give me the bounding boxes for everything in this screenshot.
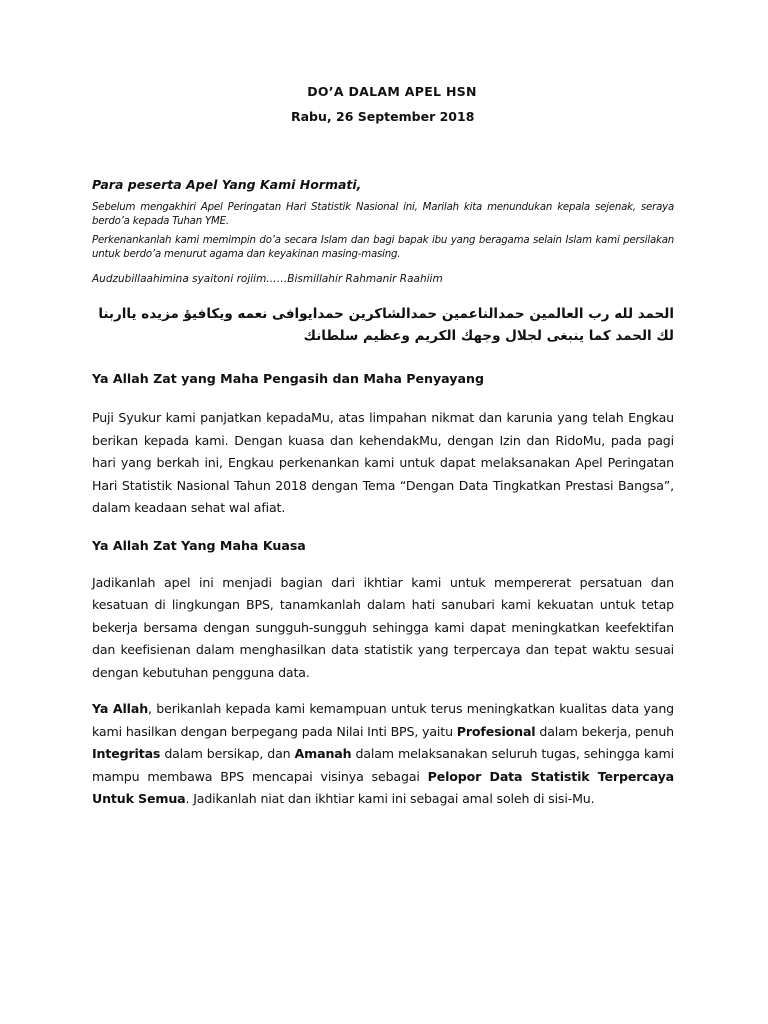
para3-text-3: dalam bersikap, dan bbox=[160, 746, 295, 761]
intro-paragraph-1: Sebelum mengakhiri Apel Peringatan Hari Statistik Nasional ini, Marilah kita menundukan kepala sejenak, seraya berdo’a kepada Tuhan YME. bbox=[92, 202, 674, 227]
body-paragraph-2: Jadikanlah apel ini menjadi bagian dari ikhtiar kami untuk mempererat persatuan dan kesatuan di lingkungan BPS, tanamkanlah dalam hati sanubari kami kekuatan untuk tetap bekerja bersama dengan sungguh-sungguh sehingga kami dapat meningkatkan keefektifan dan keefisienan dalam menghasilkan data statistik yang terpercaya dan tepat waktu sesuai dengan kebutuhan pengguna data. bbox=[92, 574, 674, 680]
arabic-line-2: لك الحمد كما ينبغى لجلال وجهك الكريم وعظيم سلطانك bbox=[303, 328, 674, 344]
document-title: DO’A DALAM APEL HSN bbox=[307, 84, 477, 99]
body-paragraph-3 bbox=[92, 698, 674, 811]
opening-invocation: Audzubillaahimina syaitoni rojiim……Bismillahir Rahmanir Raahiim bbox=[92, 273, 443, 285]
intro-paragraph-2: Perkenankanlah kami memimpin do’a secara Islam dan bagi bapak ibu yang beragama selain Islam kami persilakan untuk berdo’a menurut agama dan keyakinan masing-masing. bbox=[92, 235, 674, 260]
arabic-line-1: الحمد لله رب العالمين حمدالناعمين حمدالشاكرين حمدايوافى نعمه ويكافيؤ مزيده يااربنا bbox=[98, 306, 674, 322]
greeting: Para peserta Apel Yang Kami Hormati, bbox=[92, 177, 362, 192]
bold-integritas: Integritas bbox=[92, 746, 161, 761]
section-heading-2: Ya Allah Zat Yang Maha Kuasa bbox=[92, 537, 306, 553]
bold-vision: Pelopor Data Statistik Terpercaya Untuk Semua bbox=[92, 768, 674, 806]
document-page bbox=[92, 84, 674, 811]
para3-text-1: , berikanlah kepada kami kemampuan untuk terus meningkatkan kualitas data yang kami hasilkan dengan berpegang pada Nilai Inti BPS, yaitu bbox=[92, 701, 675, 739]
bold-profesional: Profesional bbox=[456, 723, 536, 739]
section-heading-1: Ya Allah Zat yang Maha Pengasih dan Maha Penyayang bbox=[92, 371, 484, 386]
body-paragraph-1: Puji Syukur kami panjatkan kepadaMu, atas limpahan nikmat dan karunia yang telah Engkau berikan kepada kami. Dengan kuasa dan kehendakMu, dengan Izin dan RidoMu, pada pagi hari yang berkah ini, Engkau perkenankan kami untuk dapat melaksanakan Apel Peringatan Hari Statistik Nasional Tahun 2018 dengan Tema “Dengan Data Tingkatkan Prestasi Bangsa”, dalam keadaan sehat wal afiat. bbox=[92, 410, 674, 515]
para3-text-5: . Jadikanlah niat dan ikhtiar kami ini sebagai amal soleh di sisi-Mu. bbox=[185, 791, 595, 806]
intro-section bbox=[92, 201, 674, 261]
document-date: Rabu, 26 September 2018 bbox=[291, 109, 475, 124]
bold-ya-allah: Ya Allah bbox=[92, 701, 149, 716]
para3-text-4: dalam melaksanakan seluruh tugas, sehingga kami mampu membawa BPS mencapai visinya sebagai bbox=[92, 746, 674, 784]
arabic-prayer bbox=[92, 303, 674, 347]
para3-text-2: dalam bekerja, penuh bbox=[535, 723, 674, 739]
bold-amanah: Amanah bbox=[294, 746, 352, 761]
